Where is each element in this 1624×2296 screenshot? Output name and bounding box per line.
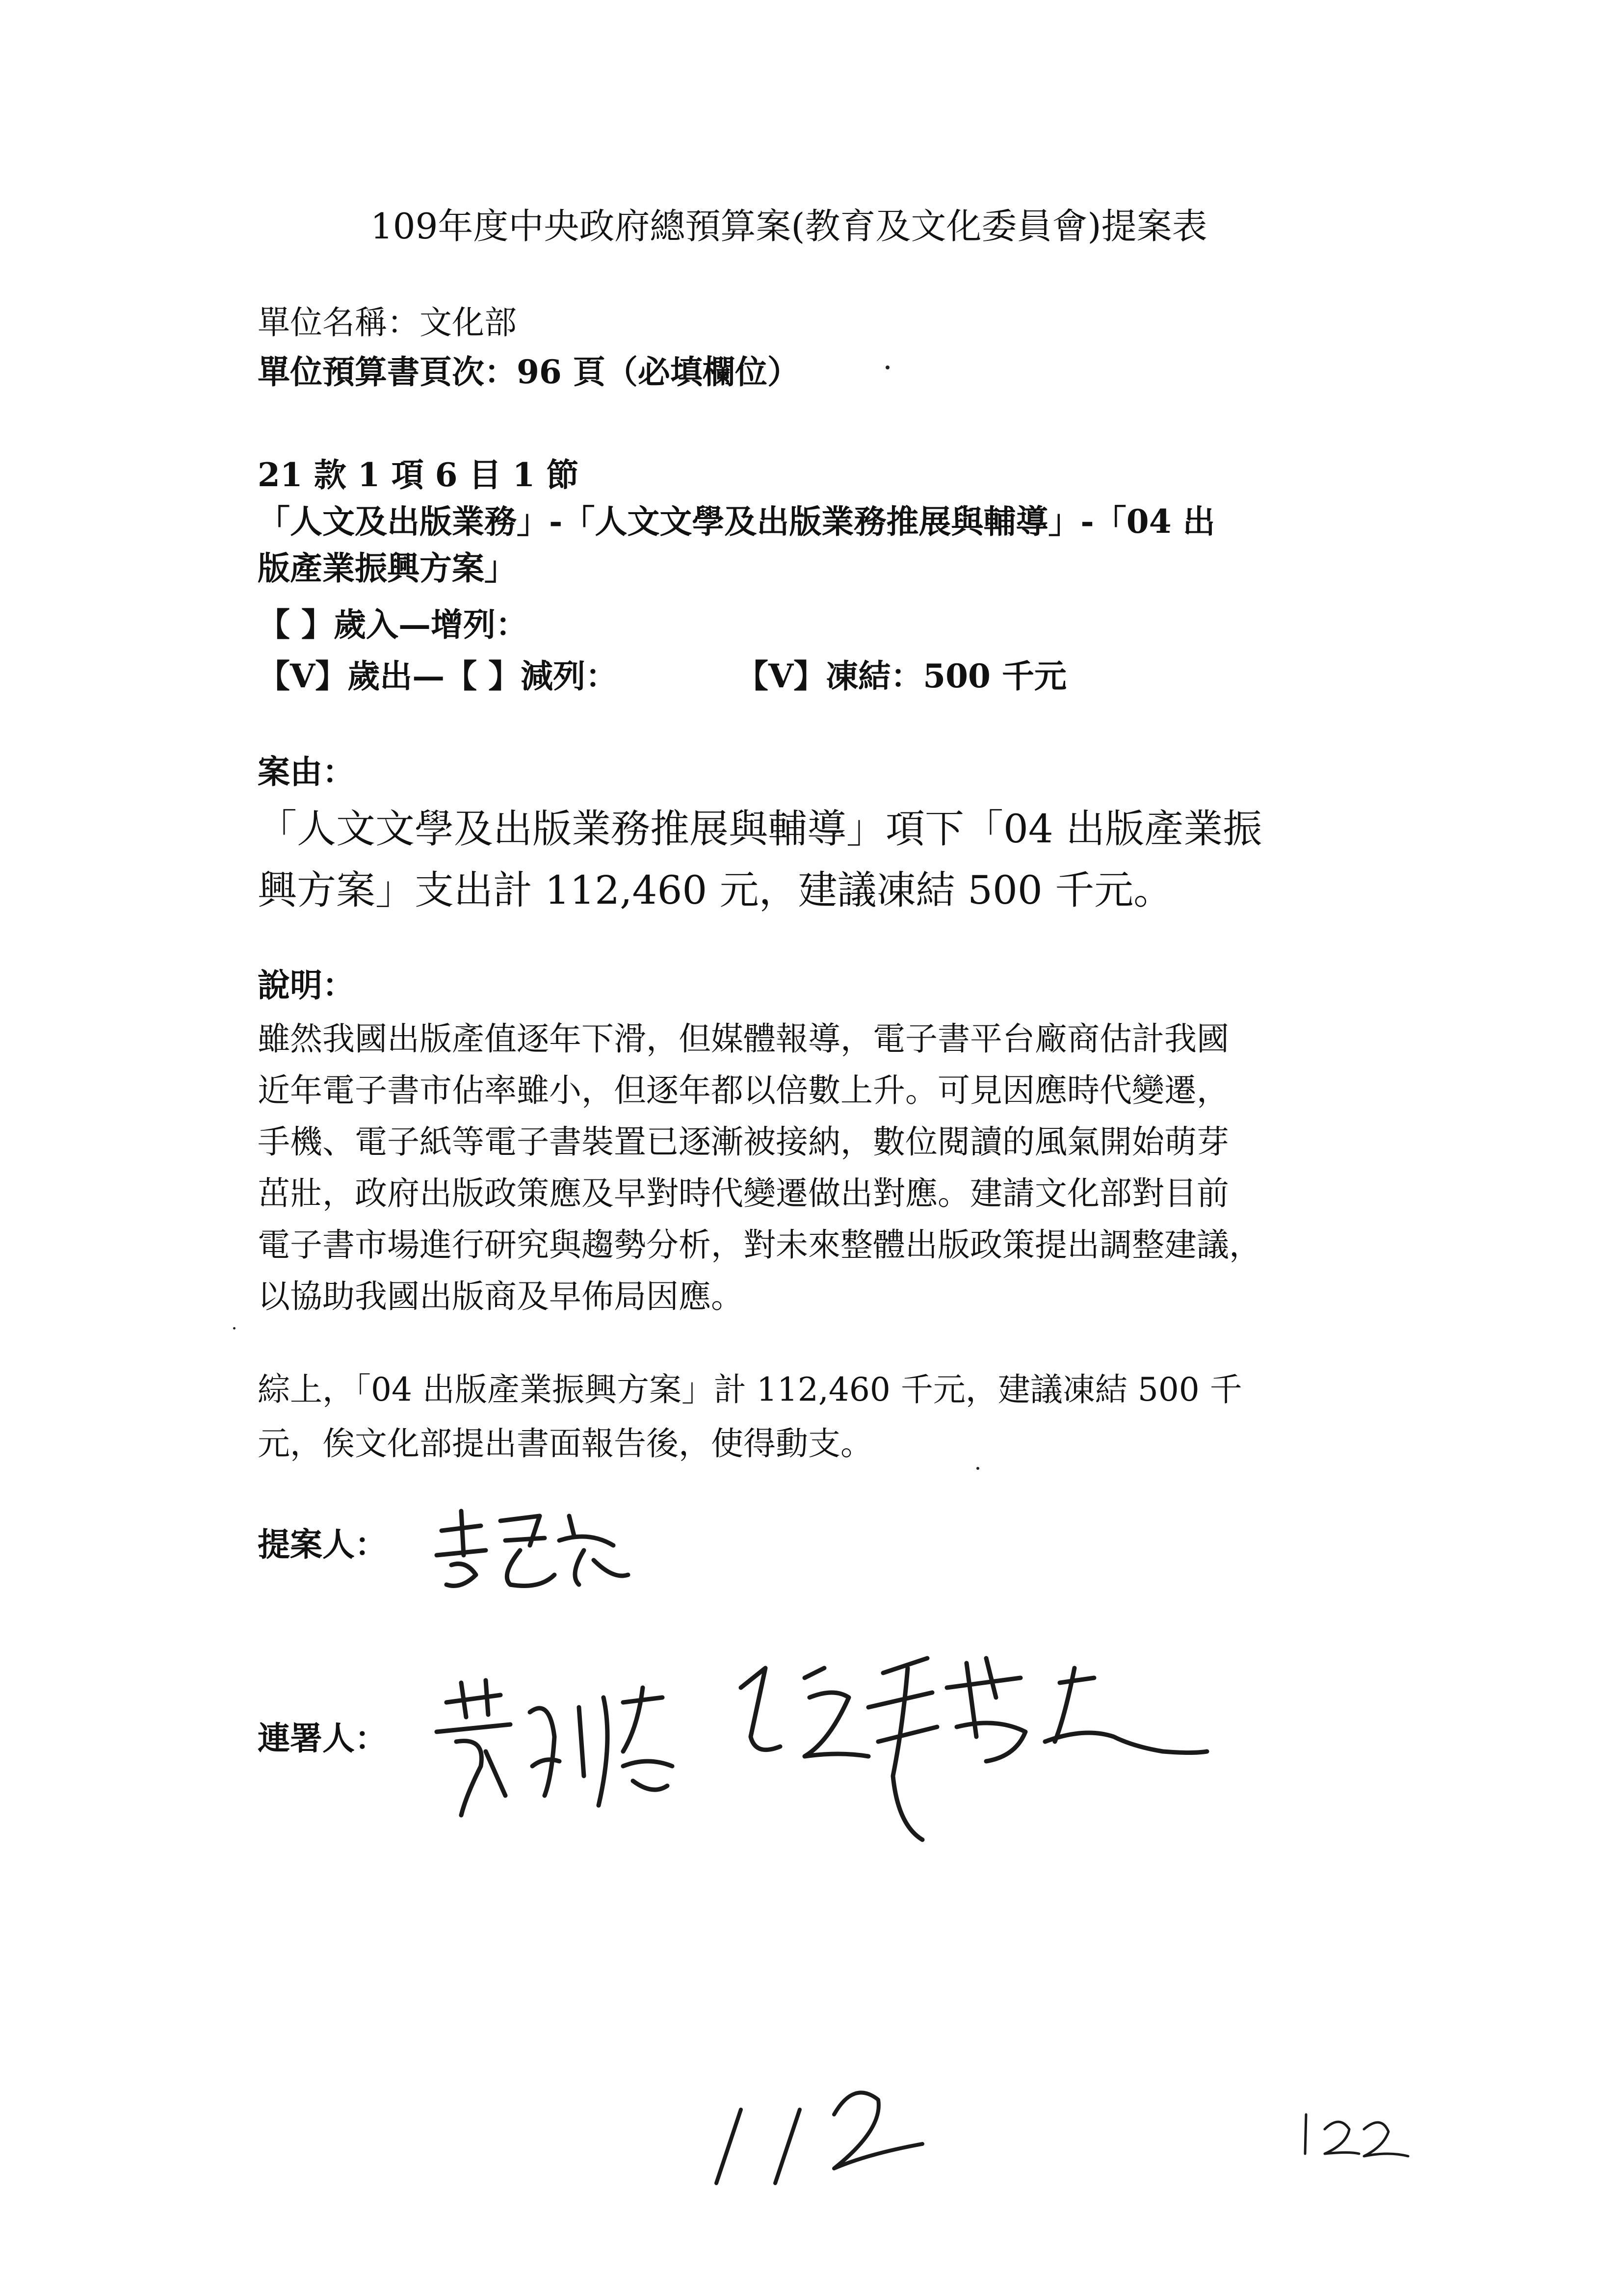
document-title: 109年度中央政府總預算案(教育及文化委員會)提案表 [370, 206, 1207, 247]
cosigner-label: 連署人： [258, 1719, 387, 1757]
cosigner-signature-2 [721, 1629, 1222, 1854]
budget-section-code: 21 款 1 項 6 目 1 節 [258, 456, 579, 494]
handwritten-corner-number [1300, 2110, 1413, 2164]
summary-line-2: 元，俟文化部提出書面報告後，使得動支。 [258, 1425, 873, 1462]
explanation-heading: 說明： [258, 966, 355, 1004]
proposer-label: 提案人： [258, 1525, 387, 1564]
explanation-line: 近年電子書市佔率雖小，但逐年都以倍數上升。可見因應時代變遷， [258, 1071, 1229, 1109]
budget-item-line-2: 版產業振興方案」 [258, 549, 517, 587]
cosigner-signature-1 [427, 1668, 682, 1830]
scan-speck [886, 365, 890, 369]
proposer-signature [427, 1501, 643, 1604]
explanation-line: 電子書市場進行研究與趨勢分析，對未來整體出版政策提出調整建議， [258, 1226, 1261, 1264]
budget-page-number: 單位預算書頁次：96 頁（必填欄位） [258, 353, 800, 391]
summary-line-1: 綜上，「04 出版產業振興方案」計 112,460 千元，建議凍結 500 千 [258, 1371, 1242, 1409]
explanation-line: 以協助我國出版商及早佈局因應。 [258, 1278, 743, 1315]
handwritten-page-number [707, 2070, 942, 2188]
scan-speck [976, 1467, 979, 1470]
explanation-line: 茁壯，政府出版政策應及早對時代變遷做出對應。建請文化部對目前 [258, 1174, 1229, 1212]
explanation-line: 雖然我國出版產值逐年下滑，但媒體報導，電子書平台廠商估計我國 [258, 1020, 1229, 1058]
unit-name: 單位名稱：文化部 [258, 304, 517, 341]
revenue-checkbox-line: 【 】歲入—增列： [258, 605, 528, 644]
reason-text-line-2: 興方案」支出計 112,460 元，建議凍結 500 千元。 [258, 867, 1173, 913]
explanation-line: 手機、電子紙等電子書裝置已逐漸被接納，數位閱讀的風氣開始萌芽 [258, 1123, 1229, 1161]
expense-checkbox-line: 【V】歲出—【 】減列： [258, 657, 618, 695]
budget-item-line-1: 「人文及出版業務」-「人文文學及出版業務推展與輔導」-「04 出 [258, 502, 1215, 541]
scan-speck [233, 1327, 236, 1330]
reason-text-line-1: 「人文文學及出版業務推展與輔導」項下「04 出版產業振 [258, 806, 1262, 852]
reason-heading: 案由： [258, 753, 355, 791]
freeze-amount-line: 【V】凍結：500 千元 [736, 657, 1067, 695]
